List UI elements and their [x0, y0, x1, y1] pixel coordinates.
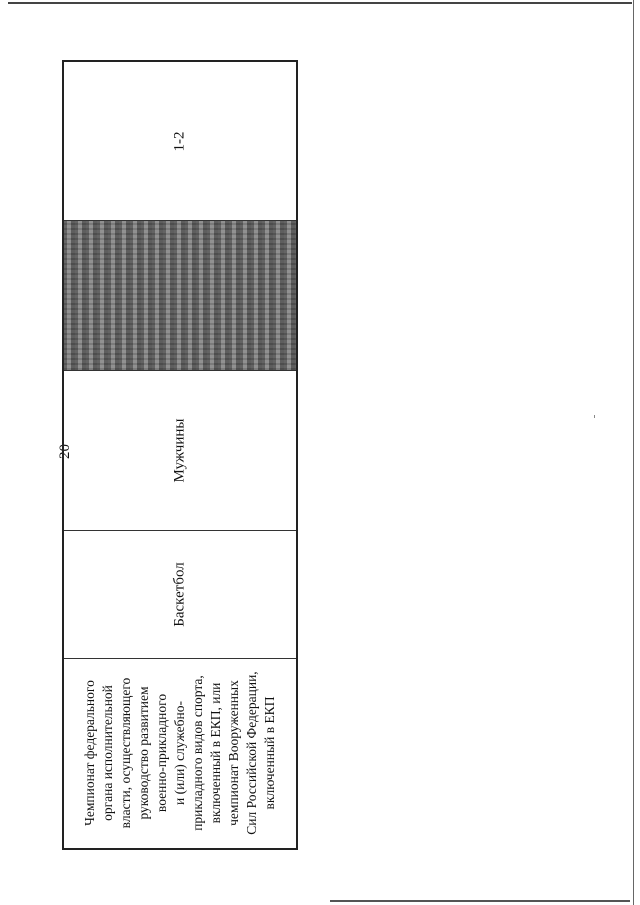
scan-top-edge [8, 2, 632, 4]
scan-speck [594, 415, 595, 418]
sport-cell [64, 530, 296, 658]
competition-line: включенный в ЕКП [262, 696, 277, 810]
competition-line: чемпионат Вооруженных [226, 680, 241, 826]
column-divider [64, 370, 296, 371]
scan-bottom-edge [330, 900, 630, 902]
competition-line: органа исполнительной [100, 685, 115, 821]
redacted-cell [64, 220, 296, 370]
competition-line: власти, осуществляющего [118, 677, 133, 829]
competition-text [81, 658, 279, 848]
place-text: 1-2 [171, 131, 188, 151]
competition-line: прикладного видов спорта, [190, 675, 205, 831]
competition-line: включенный в ЕКП, или [208, 682, 223, 824]
page-number-text: 20 [56, 443, 73, 459]
competition-line: Сил Российской Федерации, [244, 671, 259, 835]
column-divider [64, 220, 296, 221]
place-cell [64, 62, 296, 220]
competition-line: и (или) служебно- [172, 701, 187, 805]
gender-cell [64, 370, 296, 530]
competition-line: Чемпионат федерального [82, 680, 97, 826]
sports-table [62, 60, 298, 850]
competition-cell [64, 658, 296, 848]
sport-text: Баскетбол [171, 561, 188, 627]
competition-line: руководство развитием [136, 686, 151, 820]
column-divider [64, 530, 296, 531]
gender-text: Мужчины [171, 418, 188, 482]
scan-right-edge [633, 0, 634, 905]
competition-line: военно-прикладного [154, 693, 169, 813]
column-divider [64, 658, 296, 659]
